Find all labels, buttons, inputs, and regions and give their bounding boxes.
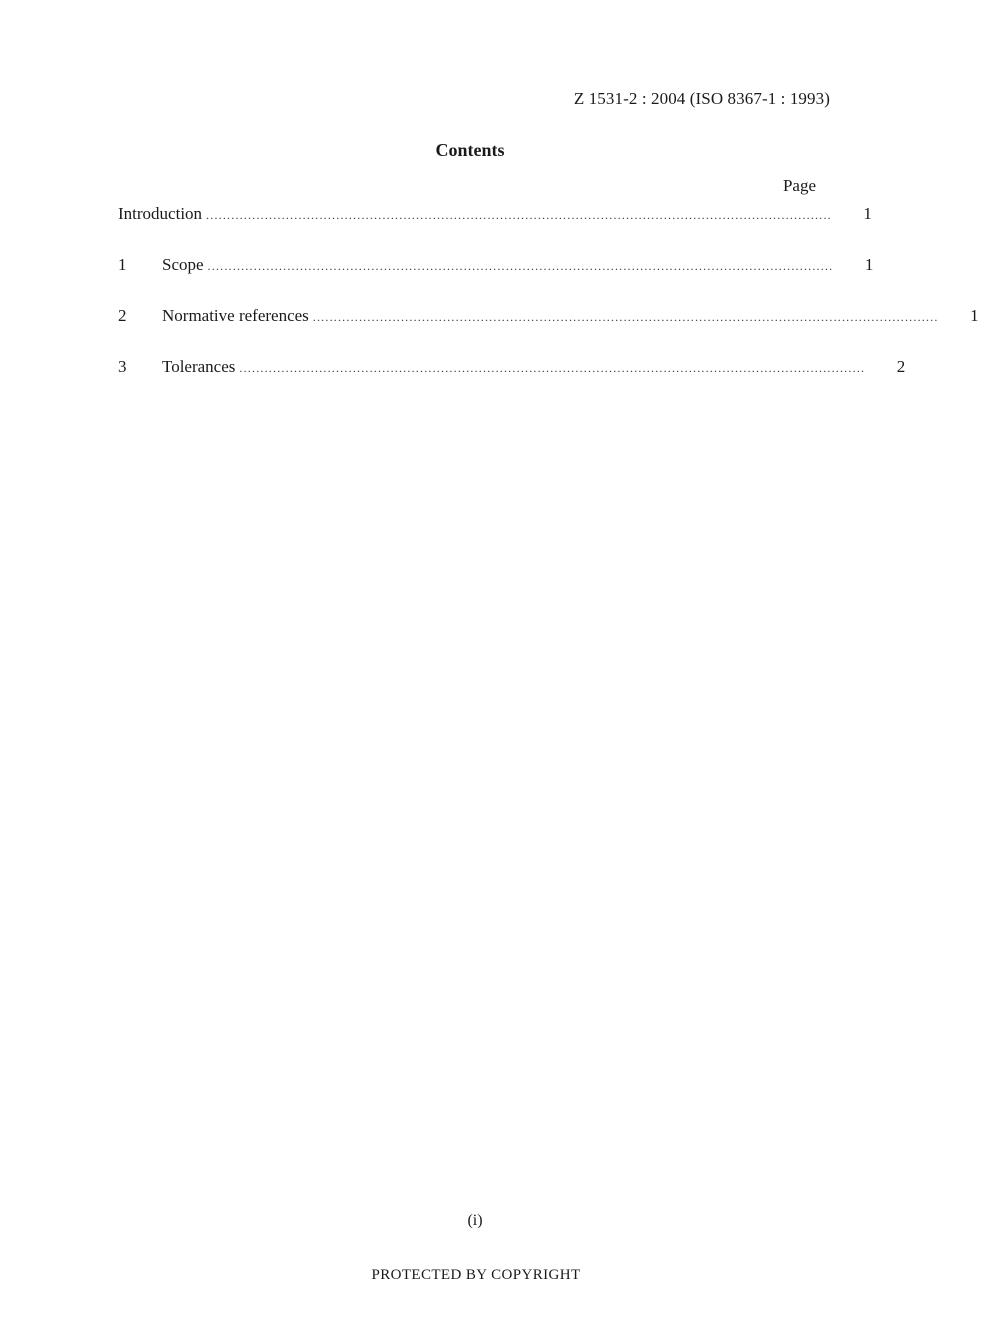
toc-entry-title: Tolerances: [162, 357, 236, 376]
toc-entry-scope[interactable]: [118, 255, 874, 279]
contents-heading: Contents: [435, 140, 505, 160]
toc-entry-number: 3: [118, 357, 127, 376]
toc-entry-tolerances[interactable]: [118, 357, 906, 381]
toc-entry-normative-references[interactable]: [118, 306, 979, 330]
toc-entry-title: Introduction: [118, 204, 203, 223]
toc-entry-number: 2: [118, 306, 127, 325]
toc-entry-title: Scope: [162, 255, 204, 274]
dot-leader: .....................................................................................................................................................: [207, 259, 834, 273]
document-id-header: Z 1531-2 : 2004 (ISO 8367-1 : 1993): [573, 89, 830, 108]
dot-leader: .....................................................................................................................................................: [239, 361, 866, 375]
toc-entry-title: Normative references: [162, 306, 309, 325]
toc-entry-introduction[interactable]: [118, 204, 872, 228]
toc-entry-page: 2: [896, 357, 906, 376]
toc-entry-page: 1: [970, 306, 979, 325]
dot-leader: .....................................................................................................................................................: [206, 208, 832, 222]
toc-entry-number: 1: [118, 255, 127, 274]
toc-entry-page: 1: [863, 204, 872, 223]
page-column-label: Page: [782, 176, 816, 195]
dot-leader: .....................................................................................................................................................: [312, 310, 939, 324]
page-number: (i): [467, 1212, 483, 1229]
toc-entry-page: 1: [864, 255, 874, 274]
copyright-notice: PROTECTED BY COPYRIGHT: [371, 1267, 581, 1283]
